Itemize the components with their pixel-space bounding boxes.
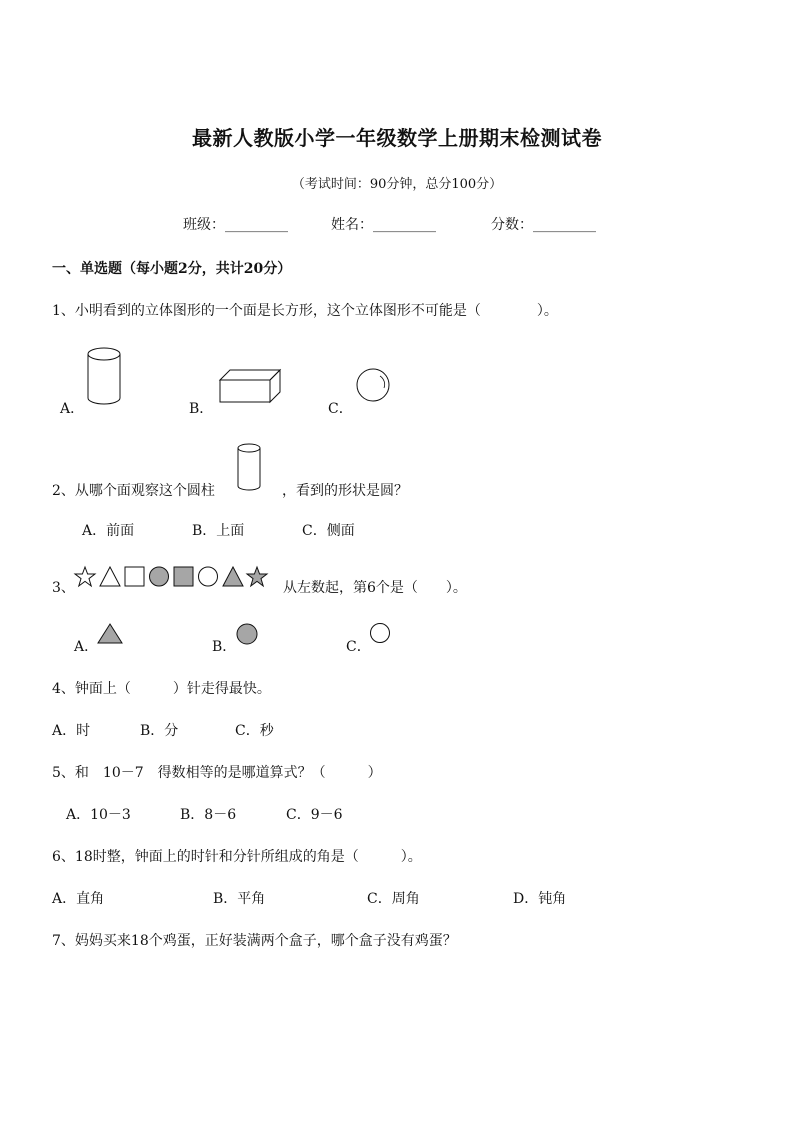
sphere-icon — [356, 368, 392, 404]
q6-option-d[interactable]: D．钝角 — [513, 891, 567, 907]
q2-option-b[interactable]: B．上面 — [192, 523, 245, 539]
cylinder-icon — [86, 346, 126, 408]
cylinder-icon — [236, 442, 266, 494]
q1-option-a[interactable]: A． — [60, 401, 85, 417]
q2-option-c[interactable]: C．侧面 — [302, 523, 355, 539]
q3-option-a[interactable]: A． — [74, 639, 99, 655]
question-5: 5、和 10－7 得数相等的是哪道算式？（ ） — [52, 765, 382, 781]
circle-icon — [369, 622, 393, 646]
question-2-part2: ，看到的形状是圆？ — [282, 483, 408, 499]
q5-option-c[interactable]: C．9－6 — [286, 807, 343, 823]
name-field[interactable]: 姓名：_________ — [331, 217, 436, 233]
shape-sequence — [74, 564, 274, 592]
q3-option-c[interactable]: C． — [346, 639, 371, 655]
score-field[interactable]: 分数：_________ — [491, 217, 596, 233]
class-field[interactable]: 班级：_________ — [183, 217, 288, 233]
triangle-icon — [100, 567, 120, 586]
question-4: 4、钟面上（ ）针走得最快。 — [52, 681, 271, 697]
section-heading: 一、单选题（每小题2分，共计20分） — [52, 261, 292, 277]
page-title: 最新人教版小学一年级数学上册期末检测试卷 — [192, 126, 602, 150]
question-1: 1、小明看到的立体图形的一个面是长方形，这个立体图形不可能是（ ）。 — [52, 303, 558, 319]
q3-option-b[interactable]: B． — [212, 639, 237, 655]
triangle-filled-icon — [97, 622, 125, 646]
q1-option-c[interactable]: C． — [328, 401, 353, 417]
q2-option-a[interactable]: A．前面 — [82, 523, 135, 539]
question-3-text: 从左数起，第6个是（ ）。 — [283, 580, 467, 596]
q6-option-b[interactable]: B．平角 — [213, 891, 266, 907]
circle-icon — [199, 567, 218, 586]
question-6: 6、18时整，钟面上的时针和分针所组成的角是（ ）。 — [52, 849, 422, 865]
q5-option-b[interactable]: B．8－6 — [180, 807, 237, 823]
q4-option-b[interactable]: B．分 — [140, 723, 179, 739]
square-icon — [125, 567, 144, 586]
q4-option-c[interactable]: C．秒 — [235, 723, 274, 739]
q5-option-a[interactable]: A．10－3 — [66, 807, 131, 823]
question-2-part1: 2、从哪个面观察这个圆柱 — [52, 483, 215, 499]
q6-option-a[interactable]: A．直角 — [52, 891, 105, 907]
q1-option-b[interactable]: B． — [189, 401, 214, 417]
star-icon — [75, 567, 95, 586]
exam-subtitle: （考试时间：90分钟，总分100分） — [291, 177, 503, 192]
circle-filled-icon — [235, 623, 261, 647]
q4-option-a[interactable]: A．时 — [52, 723, 91, 739]
star-filled-icon — [247, 567, 267, 586]
square-filled-icon — [174, 567, 193, 586]
triangle-filled-icon — [223, 567, 243, 586]
circle-filled-icon — [150, 567, 169, 586]
question-3-prefix: 3、 — [52, 580, 75, 596]
q6-option-c[interactable]: C．周角 — [367, 891, 420, 907]
question-7: 7、妈妈买来18个鸡蛋，正好装满两个盒子，哪个盒子没有鸡蛋？ — [52, 933, 457, 949]
cuboid-icon — [218, 368, 284, 406]
